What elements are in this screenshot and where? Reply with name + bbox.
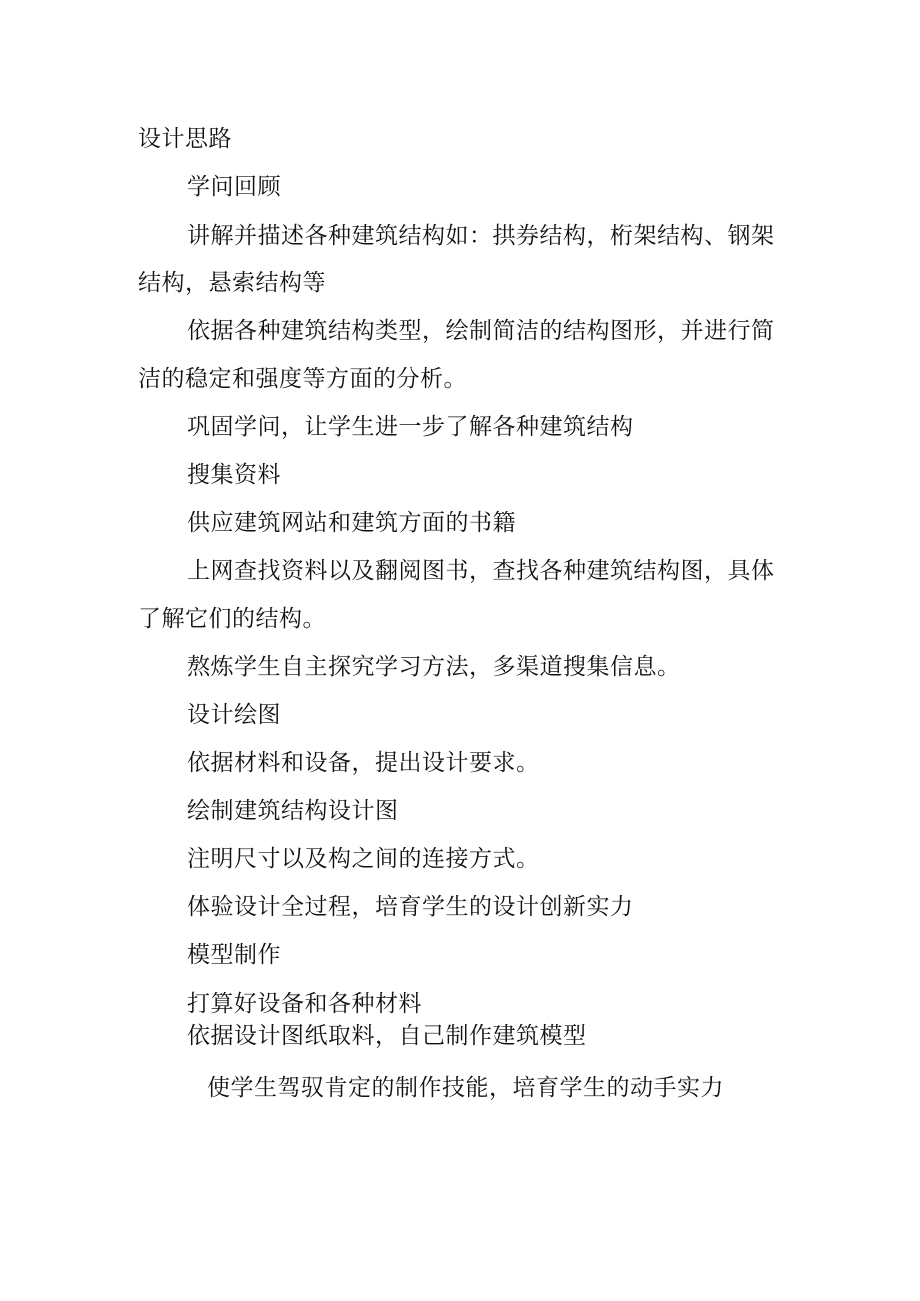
paragraph-line: 依据各种建筑结构类型，绘制简洁的结构图形，并进行简 xyxy=(187,318,775,344)
paragraph-line: 注明尺寸以及构之间的连接方式。 xyxy=(187,846,540,872)
paragraph-line: 供应建筑网站和建筑方面的书籍 xyxy=(187,510,516,536)
paragraph-line: 体验设计全过程，培育学生的设计创新实力 xyxy=(187,894,634,920)
paragraph-line: 上网查找资料以及翻阅图书，查找各种建筑结构图，具体 xyxy=(187,558,775,584)
paragraph-line: 绘制建筑结构设计图 xyxy=(187,798,399,824)
paragraph-line: 了解它们的结构。 xyxy=(138,606,326,632)
paragraph-line: 依据材料和设备，提出设计要求。 xyxy=(187,750,540,776)
paragraph-line: 讲解并描述各种建筑结构如：拱券结构，桁架结构、钢架 xyxy=(187,223,775,249)
paragraph-line: 熬炼学生自主探究学习方法，多渠道搜集信息。 xyxy=(187,654,681,680)
section-title-review: 学问回顾 xyxy=(187,174,281,200)
document-heading: 设计思路 xyxy=(138,126,232,152)
paragraph-line: 结构，悬索结构等 xyxy=(138,270,326,296)
paragraph-line: 使学生驾驭肯定的制作技能，培育学生的动手实力 xyxy=(207,1075,724,1101)
paragraph-line: 洁的稳定和强度等方面的分析。 xyxy=(138,366,467,392)
paragraph-line: 依据设计图纸取料，自己制作建筑模型 xyxy=(187,1023,587,1049)
paragraph-line: 打算好设备和各种材料 xyxy=(187,991,422,1017)
section-title-collect: 搜集资料 xyxy=(187,462,281,488)
section-title-design: 设计绘图 xyxy=(187,702,281,728)
section-title-model: 模型制作 xyxy=(187,942,281,968)
paragraph-line: 巩固学问，让学生进一步了解各种建筑结构 xyxy=(187,414,634,440)
